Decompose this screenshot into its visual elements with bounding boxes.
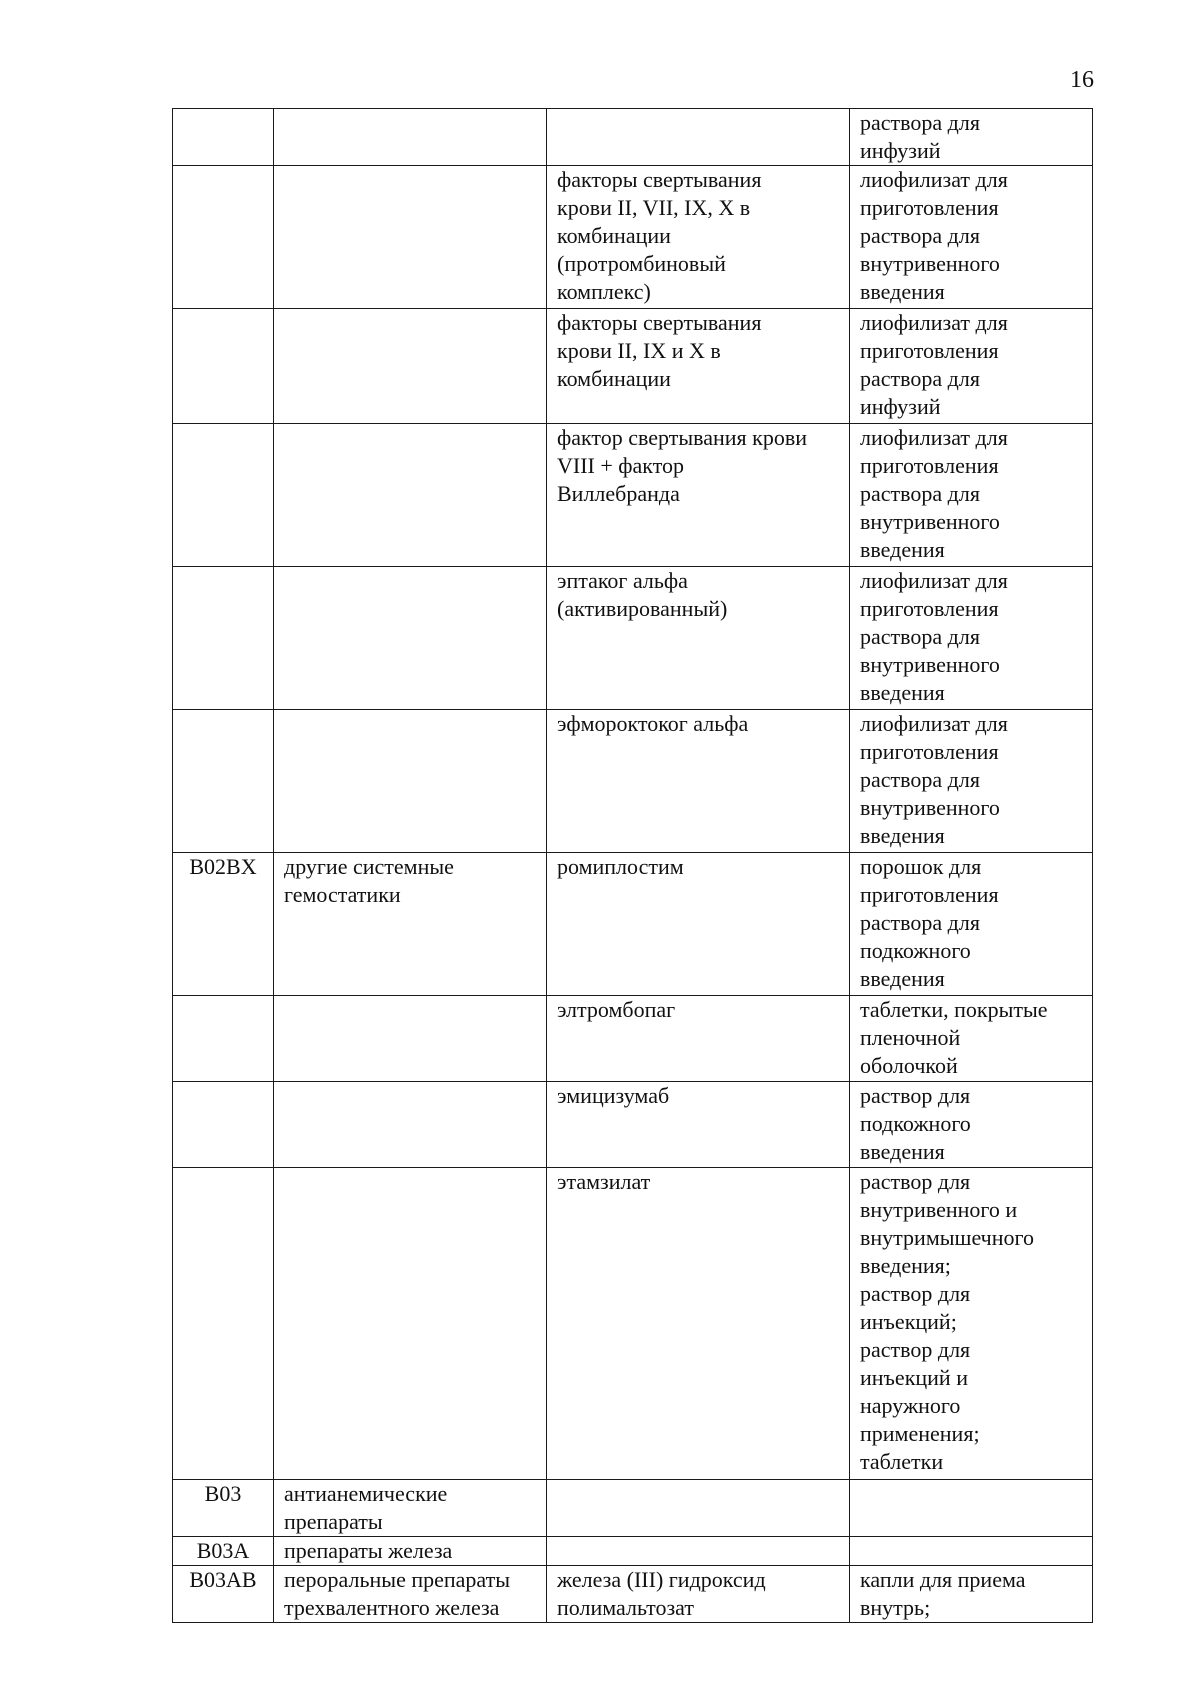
drug-cell [547, 1480, 850, 1537]
atc-code-cell [173, 567, 274, 710]
drug-cell: эфмороктоког альфа [547, 710, 850, 853]
group-cell: препараты железа [274, 1537, 547, 1566]
group-cell [274, 166, 547, 309]
drug-cell: ромиплостим [547, 853, 850, 996]
table-row [173, 1082, 1093, 1168]
group-cell: пероральные препараты трехвалентного железа [274, 1566, 547, 1623]
drug-cell: железа (III) гидроксид полимальтозат [547, 1566, 850, 1623]
table-row [173, 1168, 1093, 1480]
table-row [173, 1480, 1093, 1537]
drug-cell: факторы свертывания крови II, IX и X в комбинации [547, 309, 850, 424]
atc-code-cell: B03 [173, 1480, 274, 1537]
drug-cell: эптаког альфа (активированный) [547, 567, 850, 710]
dosage-form-cell: порошок для приготовления раствора для подкожного введения [850, 853, 1093, 996]
atc-code-cell [173, 996, 274, 1082]
dosage-form-cell: лиофилизат для приготовления раствора для инфузий [850, 309, 1093, 424]
drug-cell [547, 109, 850, 166]
group-cell [274, 309, 547, 424]
drug-cell: этамзилат [547, 1168, 850, 1480]
atc-code-cell [173, 1168, 274, 1480]
table-row [173, 996, 1093, 1082]
group-cell [274, 109, 547, 166]
atc-code-cell [173, 309, 274, 424]
dosage-form-cell: таблетки, покрытые пленочной оболочкой [850, 996, 1093, 1082]
group-cell [274, 424, 547, 567]
atc-code-cell: B03A [173, 1537, 274, 1566]
dosage-form-cell: раствор для подкожного введения [850, 1082, 1093, 1168]
dosage-form-cell [850, 1537, 1093, 1566]
atc-code-cell [173, 424, 274, 567]
table-row [173, 567, 1093, 710]
atc-code-cell [173, 1082, 274, 1168]
dosage-form-cell: капли для приема внутрь; [850, 1566, 1093, 1623]
table-row [173, 1537, 1093, 1566]
table-row [173, 853, 1093, 996]
group-cell: другие системные гемостатики [274, 853, 547, 996]
drug-cell: факторы свертывания крови II, VII, IX, X в комбинации (протромбиновый комплекс) [547, 166, 850, 309]
dosage-form-cell [850, 1480, 1093, 1537]
dosage-form-cell: лиофилизат для приготовления раствора для внутривенного введения [850, 710, 1093, 853]
drug-cell: элтромбопаг [547, 996, 850, 1082]
group-cell [274, 1168, 547, 1480]
group-cell: антианемические препараты [274, 1480, 547, 1537]
table-row [173, 1566, 1093, 1623]
group-cell [274, 710, 547, 853]
table-row [173, 710, 1093, 853]
atc-code-cell: B03AB [173, 1566, 274, 1623]
group-cell [274, 567, 547, 710]
dosage-form-cell: раствор для внутривенного и внутримышечного введения; раствор для инъекций; раствор для инъекций и наружного применения; таблетки [850, 1168, 1093, 1480]
atc-code-cell: B02BX [173, 853, 274, 996]
drug-cell: эмицизумаб [547, 1082, 850, 1168]
atc-code-cell [173, 710, 274, 853]
group-cell [274, 996, 547, 1082]
page-number: 16 [1070, 67, 1094, 93]
drug-cell [547, 1537, 850, 1566]
table-row [173, 109, 1093, 166]
atc-code-cell [173, 166, 274, 309]
table-row [173, 424, 1093, 567]
table-row [173, 166, 1093, 309]
medication-table [172, 108, 1093, 1623]
group-cell [274, 1082, 547, 1168]
dosage-form-cell: лиофилизат для приготовления раствора для внутривенного введения [850, 567, 1093, 710]
table-row [173, 309, 1093, 424]
atc-code-cell [173, 109, 274, 166]
dosage-form-cell: лиофилизат для приготовления раствора для внутривенного введения [850, 166, 1093, 309]
dosage-form-cell: лиофилизат для приготовления раствора для внутривенного введения [850, 424, 1093, 567]
drug-cell: фактор свертывания крови VIII + фактор Виллебранда [547, 424, 850, 567]
dosage-form-cell: раствора для инфузий [850, 109, 1093, 166]
